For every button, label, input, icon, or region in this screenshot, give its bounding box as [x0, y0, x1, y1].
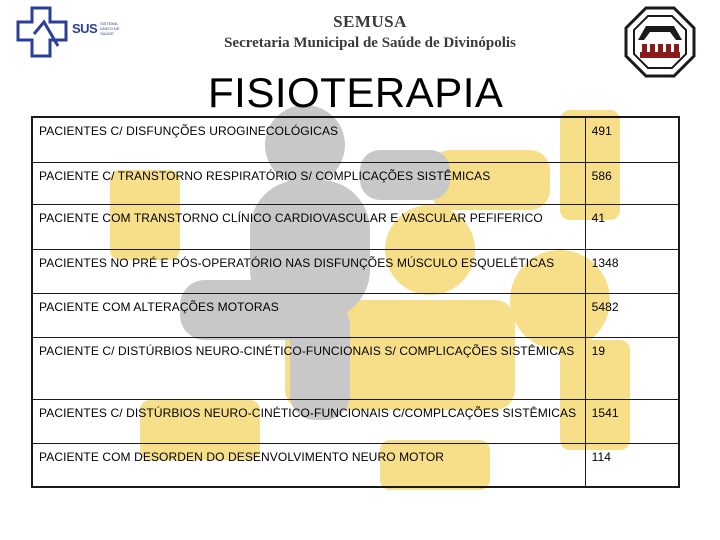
row-label: PACIENTES C/ DISTÚRBIOS NEURO-CINÉTICO-FUNCIONAIS C/COMPLCAÇÕES SISTÊMICAS	[32, 399, 585, 443]
table-row	[32, 443, 679, 487]
sus-logo-text: SUS	[72, 21, 98, 36]
row-label: PACIENTES C/ DISFUNÇÕES UROGINECOLÓGICAS	[32, 117, 585, 162]
row-label: PACIENTE C/ DISTÚRBIOS NEURO-CINÉTICO-FUNCIONAIS S/ COMPLICAÇÕES SISTÊMICAS	[32, 337, 585, 399]
org-subtitle: Secretaria Municipal de Saúde de Divinópolis	[224, 35, 516, 51]
sus-logo-subtext: SISTEMA ÚNICO DE SAÚDE	[100, 21, 120, 36]
row-label: PACIENTE COM TRANSTORNO CLÍNICO CARDIOVASCULAR E VASCULAR PEFIFERICO	[32, 204, 585, 249]
row-label: PACIENTES NO PRÉ E PÓS-OPERATÓRIO NAS DISFUNÇÕES MÚSCULO ESQUELÉTICAS	[32, 249, 585, 293]
row-value: 1541	[585, 399, 679, 443]
row-value: 41	[585, 204, 679, 249]
table-row	[32, 399, 679, 443]
row-label: PACIENTE C/ TRANSTORNO RESPIRATÓRIO S/ COMPLICAÇÕES SISTÊMICAS	[32, 162, 585, 204]
row-value: 491	[585, 117, 679, 162]
row-value: 1348	[585, 249, 679, 293]
sus-logo	[14, 4, 122, 60]
table-row	[32, 117, 679, 162]
row-value: 5482	[585, 293, 679, 337]
row-label: PACIENTE COM DESORDEN DO DESENVOLVIMENTO NEURO MOTOR	[32, 443, 585, 487]
org-name: SEMUSA	[333, 12, 407, 31]
table-row	[32, 204, 679, 249]
table-row	[32, 162, 679, 204]
page-title: FISIOTERAPIA	[208, 69, 504, 116]
cross-icon	[14, 4, 70, 60]
table-row	[32, 293, 679, 337]
semusa-logo-icon	[624, 6, 696, 78]
row-value: 586	[585, 162, 679, 204]
table-row	[32, 249, 679, 293]
row-value: 19	[585, 337, 679, 399]
table-row	[32, 337, 679, 399]
patient-table	[31, 116, 680, 488]
row-value: 114	[585, 443, 679, 487]
row-label: PACIENTE COM ALTERAÇÕES MOTORAS	[32, 293, 585, 337]
